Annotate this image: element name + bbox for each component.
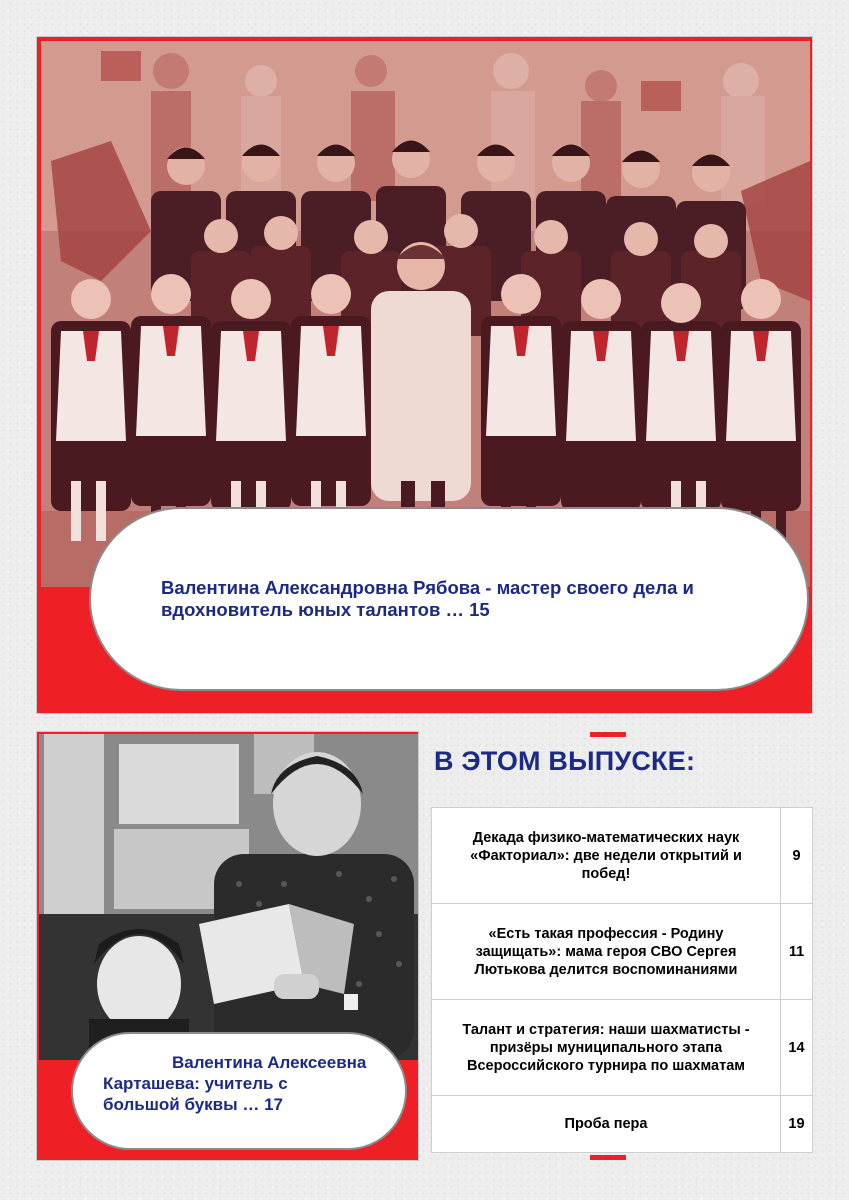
bottom-feature-panel <box>36 731 419 1161</box>
contents-item-title[interactable]: Декада физико-математических наук «Факториал»: две недели открытий и побед! <box>432 808 781 903</box>
contents-row[interactable] <box>432 808 812 904</box>
top-caption-pill[interactable] <box>89 507 809 691</box>
contents-accent-bottom <box>590 1155 626 1160</box>
contents-item-title[interactable]: Проба пера <box>432 1096 781 1152</box>
teacher-photo-illustration <box>39 734 418 1060</box>
contents-row[interactable] <box>432 1000 812 1096</box>
bottom-caption-line2: Карташева: учитель с <box>103 1074 288 1093</box>
contents-heading: В ЭТОМ ВЫПУСКЕ: <box>434 746 696 776</box>
bottom-caption-line3: большой буквы … 17 <box>103 1095 284 1114</box>
top-feature-panel <box>36 36 813 714</box>
contents-item-title[interactable]: Талант и стратегия: наши шахматисты - призёры муниципального этапа Всероссийского турнира по шахматам <box>432 1000 781 1095</box>
top-caption-line1: Валентина Александровна Рябова - мастер своего дела и <box>161 577 694 598</box>
contents-item-page: 14 <box>788 1039 805 1056</box>
contents-item-page: 11 <box>788 943 805 960</box>
contents-item-page: 9 <box>792 847 801 864</box>
group-photo-illustration <box>41 41 810 587</box>
teacher-photo <box>39 734 418 1060</box>
contents-table <box>431 807 813 1153</box>
top-caption-line2: вдохновитель юных талантов … 15 <box>161 599 490 620</box>
top-caption <box>161 577 761 621</box>
bottom-caption <box>103 1052 383 1115</box>
contents-item-title[interactable]: «Есть такая профессия - Родину защищать»: мама героя СВО Сергея Лютькова делится воспоминаниями <box>432 904 781 999</box>
contents-accent-top <box>590 732 626 737</box>
bottom-caption-line1: Валентина Алексеевна <box>172 1053 367 1072</box>
bottom-caption-pill[interactable] <box>71 1032 407 1150</box>
contents-item-page: 19 <box>788 1116 805 1132</box>
group-photo <box>41 41 810 587</box>
contents-row[interactable] <box>432 1096 812 1152</box>
contents-row[interactable] <box>432 904 812 1000</box>
